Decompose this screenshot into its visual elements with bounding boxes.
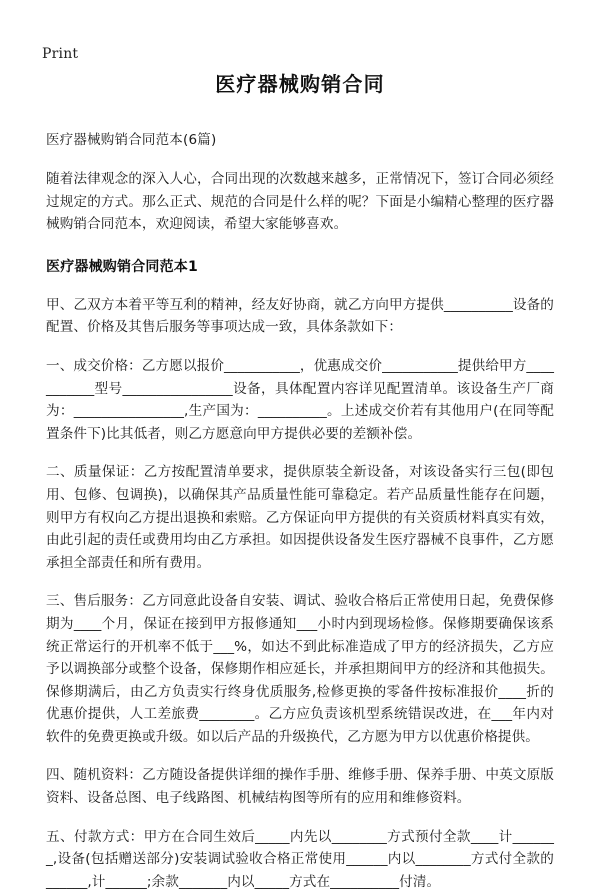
print-button[interactable]: Print — [42, 46, 79, 62]
clause-quality: 二、质量保证：乙方按配置清单要求，提供原装全新设备，对该设备实行三包(即包用、包修、包调换)，以确保其产品质量性能可靠稳定。若产品质量性能存在问题，则甲方有权向乙方提出退换和索赔。乙方保证向甲方提供的有关资质材料真实有效，由此引起的责任或费用均由乙方承担。如因提供设备发生医疗器械不良事件，乙方愿承担全部责任和所有费用。 — [46, 464, 554, 571]
document-subtitle: 医疗器械购销合同范本(6篇) — [46, 132, 217, 148]
intro-paragraph: 随着法律观念的深入人心，合同出现的次数越来越多，正常情况下，签订合同必须经过规定的方式。那么正式、规范的合同是什么样的呢？下面是小编精心整理的医疗器械购销合同范本，欢迎阅读，希望大家能够喜欢。 — [46, 171, 554, 233]
page-title: 医疗器械购销合同 — [215, 72, 385, 96]
preamble-paragraph: 甲、乙双方本着平等互利的精神，经友好协商，就乙方向甲方提供__________设备的配置、价格及其售后服务等事项达成一致，具体条款如下： — [46, 296, 554, 336]
clause-documents: 四、随机资料：乙方随设备提供详细的操作手册、维修手册、保养手册、中英文原版资料、设备总图、电子线路图、机械结构图等所有的应用和维修资料。 — [46, 767, 554, 807]
sample-heading: 医疗器械购销合同范本1 — [46, 258, 198, 275]
document-body — [46, 68, 554, 893]
clause-payment: 五、付款方式：甲方在合同生效后_____内先以________方式预付全款____计_______,设备(包括赠送部分)安装调试验收合格正常使用______内以________方式付全款的______,计______;余款_______内以_____方式在__________付清。 — [46, 828, 554, 890]
clause-price: 一、成交价格：乙方愿以报价___________，优惠成交价___________提供给甲方___________型号________________设备，具体配置内容详见配置清单。该设备生产厂商为：________________,生产国为：__________。上述成交价若有其他用户(在同等配置条件下)比其低者，则乙方愿意向甲方提供必要的差额补偿。 — [46, 357, 554, 442]
clause-after-sales: 三、售后服务：乙方同意此设备自安装、调试、验收合格后正常使用日起，免费保修期为____个月，保证在接到甲方报修通知___小时内到现场检修。保修期要确保该系统正常运行的开机率不低于___%，如达不到此标准造成了甲方的经济损失，乙方应予以调换部分或整个设备，保修期作相应延长，并承担期间甲方的经济和其他损失。保修期满后，由乙方负责实行终身优质服务,检修更换的零备件按标准报价____折的优惠价提供，人工差旅费________。乙方应负责该机型系统错误改进，在___年内对软件的免费更换或升级。如以后产品的升级换代，乙方愿为甲方以优惠价格提供。 — [46, 593, 554, 745]
